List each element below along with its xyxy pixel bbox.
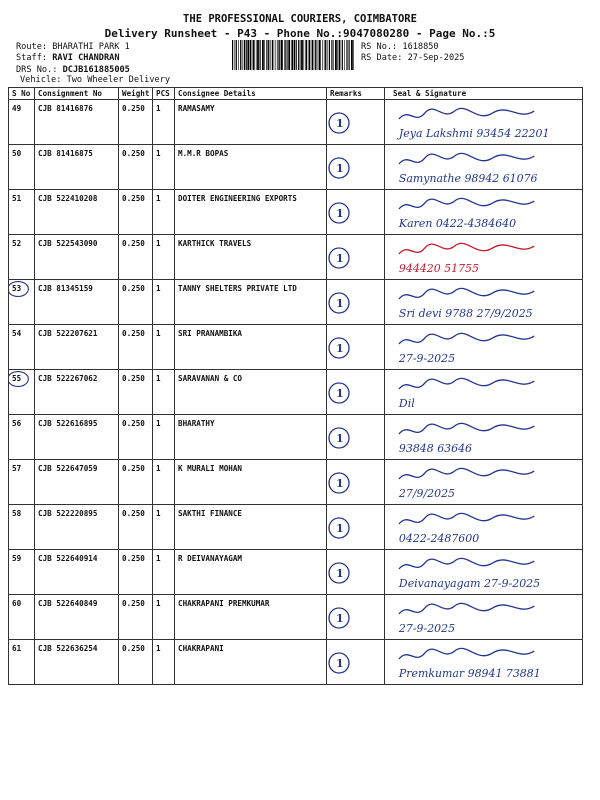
pcs-cell: 1 [153, 460, 175, 505]
table-row [9, 280, 583, 325]
sno-cell: 55 [9, 370, 35, 415]
remarks-cell [327, 460, 385, 505]
weight-cell: 0.250 [119, 190, 153, 235]
route-text: Route: BHARATHI PARK 1 [16, 42, 130, 52]
handwritten-signature [385, 415, 582, 459]
remark-mark-text: 1 [336, 297, 344, 310]
signature-cell [385, 640, 583, 685]
signature-cell [385, 325, 583, 370]
col-header-signature: Seal & Signature [385, 88, 583, 100]
tick-mark-icon [327, 511, 368, 541]
handwriting-text: 944420 51755 [398, 261, 479, 275]
pcs-cell: 1 [153, 595, 175, 640]
pen-circle-mark [9, 280, 34, 300]
handwriting-text: Karen 0422-4384640 [398, 216, 517, 230]
consignee-cell: R DEIVANAYAGAM [175, 550, 327, 595]
table-row [9, 460, 583, 505]
remarks-cell [327, 280, 385, 325]
pcs-cell: 1 [153, 370, 175, 415]
tick-mark-icon [327, 106, 368, 136]
tick-mark-icon [327, 196, 368, 226]
pcs-cell: 1 [153, 640, 175, 685]
remarks-cell [327, 505, 385, 550]
remarks-cell [327, 550, 385, 595]
remarks-cell [327, 415, 385, 460]
pcs-cell: 1 [153, 280, 175, 325]
consignment-cell: CJB 522543090 [35, 235, 119, 280]
handwritten-signature [385, 550, 582, 594]
remark-mark-text: 1 [336, 117, 344, 130]
weight-cell: 0.250 [119, 550, 153, 595]
remark-mark-text: 1 [336, 342, 344, 355]
pcs-cell: 1 [153, 325, 175, 370]
consignee-cell: BHARATHY [175, 415, 327, 460]
tick-mark-icon [327, 376, 368, 406]
remark-mark-text: 1 [336, 657, 344, 670]
pcs-cell: 1 [153, 550, 175, 595]
vehicle-text: Vehicle: Two Wheeler Delivery [20, 75, 171, 85]
consignment-cell: CJB 522616895 [35, 415, 119, 460]
consignee-cell: CHAKRAPANI PREMKUMAR [175, 595, 327, 640]
signature-cell [385, 100, 583, 145]
tick-mark-icon [327, 466, 368, 496]
remark-mark-text: 1 [336, 567, 344, 580]
col-header-sno: S No [9, 88, 35, 100]
consignment-cell: CJB 522636254 [35, 640, 119, 685]
company-title: THE PROFESSIONAL COURIERS, COIMBATORE [183, 13, 417, 25]
drs-line [16, 65, 130, 75]
handwriting-text: 93848 63646 [398, 441, 473, 455]
signature-cell [385, 550, 583, 595]
consignee-cell: SRI PRANAMBIKA [175, 325, 327, 370]
remark-mark-text: 1 [336, 432, 344, 445]
pcs-cell: 1 [153, 235, 175, 280]
runsheet-subtitle: Delivery Runsheet - P43 - Phone No.:9047080280 - Page No.:5 [104, 27, 496, 40]
handwritten-signature [385, 505, 582, 549]
consignment-cell: CJB 522640849 [35, 595, 119, 640]
table-row [9, 550, 583, 595]
sno-cell: 56 [9, 415, 35, 460]
handwriting-text: Sri devi 9788 27/9/2025 [398, 306, 533, 320]
weight-cell: 0.250 [119, 415, 153, 460]
pcs-cell: 1 [153, 145, 175, 190]
pcs-cell: 1 [153, 505, 175, 550]
remark-mark-text: 1 [336, 612, 344, 625]
col-header-consignee: Consignee Details [175, 88, 327, 100]
weight-cell: 0.250 [119, 100, 153, 145]
sno-cell: 51 [9, 190, 35, 235]
consignment-cell: CJB 522207621 [35, 325, 119, 370]
weight-cell: 0.250 [119, 640, 153, 685]
weight-cell: 0.250 [119, 145, 153, 190]
handwritten-signature [385, 190, 582, 234]
consignee-cell: K MURALI MOHAN [175, 460, 327, 505]
remarks-cell [327, 370, 385, 415]
drs-label: DRS No.: [16, 65, 58, 75]
weight-cell: 0.250 [119, 595, 153, 640]
consignment-cell: CJB 522640914 [35, 550, 119, 595]
remark-mark-text: 1 [336, 477, 344, 490]
remark-mark-text: 1 [336, 207, 344, 220]
remarks-cell [327, 190, 385, 235]
pen-circle-mark [9, 370, 34, 390]
tick-mark-icon [327, 241, 368, 271]
remark-mark-text: 1 [336, 252, 344, 265]
tick-mark-icon [327, 421, 368, 451]
handwriting-text: Samynathe 98942 61076 [398, 171, 538, 185]
sno-cell: 49 [9, 100, 35, 145]
remark-mark-text: 1 [336, 387, 344, 400]
handwritten-signature [385, 280, 582, 324]
table-row [9, 370, 583, 415]
table-row [9, 145, 583, 190]
drs-number: DCJB161885005 [62, 65, 130, 75]
consignment-cell: CJB 522220895 [35, 505, 119, 550]
handwritten-signature [385, 145, 582, 189]
consignment-cell: CJB 81416876 [35, 100, 119, 145]
consignment-cell: CJB 81345159 [35, 280, 119, 325]
handwriting-text: 0422-2487600 [398, 531, 480, 545]
col-header-weight: Weight [119, 88, 153, 100]
handwriting-text: Dil [398, 396, 415, 410]
tick-mark-icon [327, 151, 368, 181]
consignee-cell: SAKTHI FINANCE [175, 505, 327, 550]
tick-mark-icon [327, 286, 368, 316]
pcs-cell: 1 [153, 190, 175, 235]
sno-cell: 50 [9, 145, 35, 190]
consignee-cell: DOITER ENGINEERING EXPORTS [175, 190, 327, 235]
table-row [9, 640, 583, 685]
staff-label: Staff: [16, 53, 48, 63]
consignee-cell: SARAVANAN & CO [175, 370, 327, 415]
signature-cell [385, 235, 583, 280]
table-row [9, 325, 583, 370]
pcs-cell: 1 [153, 100, 175, 145]
remarks-cell [327, 100, 385, 145]
handwritten-signature [385, 100, 582, 144]
signature-cell [385, 280, 583, 325]
handwriting-text: Jeya Lakshmi 93454 22201 [398, 126, 550, 140]
handwriting-text: 27-9-2025 [398, 351, 456, 365]
sno-cell: 58 [9, 505, 35, 550]
table-row [9, 190, 583, 235]
signature-cell [385, 370, 583, 415]
handwritten-signature [385, 595, 582, 639]
weight-cell: 0.250 [119, 505, 153, 550]
consignee-cell: KARTHICK TRAVELS [175, 235, 327, 280]
signature-cell [385, 190, 583, 235]
consignee-cell: TANNY SHELTERS PRIVATE LTD [175, 280, 327, 325]
col-header-remarks: Remarks [327, 88, 385, 100]
consignee-cell: M.M.R BOPAS [175, 145, 327, 190]
col-header-pcs: PCS [153, 88, 175, 100]
col-header-consignment: Consignment No [35, 88, 119, 100]
handwritten-signature [385, 325, 582, 369]
tick-mark-icon [327, 601, 368, 631]
handwriting-text: 27-9-2025 [398, 621, 456, 635]
sno-cell: 59 [9, 550, 35, 595]
consignee-cell: CHAKRAPANI [175, 640, 327, 685]
rs-number: RS No.: 1618850 [361, 42, 439, 52]
table-row [9, 595, 583, 640]
table-row [9, 235, 583, 280]
signature-cell [385, 415, 583, 460]
remarks-cell [327, 595, 385, 640]
runsheet-table [8, 87, 583, 685]
remarks-cell [327, 325, 385, 370]
consignment-cell: CJB 81416875 [35, 145, 119, 190]
weight-cell: 0.250 [119, 235, 153, 280]
remarks-cell [327, 235, 385, 280]
consignment-cell: CJB 522410208 [35, 190, 119, 235]
table-row [9, 415, 583, 460]
staff-name: RAVI CHANDRAN [52, 53, 120, 63]
sno-cell: 57 [9, 460, 35, 505]
staff-line [16, 53, 120, 63]
handwritten-signature [385, 460, 582, 504]
weight-cell: 0.250 [119, 280, 153, 325]
barcode-image [232, 40, 354, 70]
weight-cell: 0.250 [119, 325, 153, 370]
signature-cell [385, 505, 583, 550]
rs-date: RS Date: 27-Sep-2025 [361, 53, 465, 63]
handwritten-signature [385, 235, 582, 279]
sno-cell: 61 [9, 640, 35, 685]
table-row [9, 505, 583, 550]
table-header-row [9, 88, 583, 100]
remark-mark-text: 1 [336, 162, 344, 175]
sno-cell: 53 [9, 280, 35, 325]
handwriting-text: 27/9/2025 [398, 486, 456, 500]
weight-cell: 0.250 [119, 370, 153, 415]
remark-mark-text: 1 [336, 522, 344, 535]
handwriting-text: Premkumar 98941 73881 [398, 666, 541, 680]
remarks-cell [327, 640, 385, 685]
signature-cell [385, 595, 583, 640]
tick-mark-icon [327, 331, 368, 361]
tick-mark-icon [327, 556, 368, 586]
remarks-cell [327, 145, 385, 190]
sno-cell: 60 [9, 595, 35, 640]
signature-cell [385, 145, 583, 190]
consignee-cell: RAMASAMY [175, 100, 327, 145]
weight-cell: 0.250 [119, 460, 153, 505]
sno-cell: 52 [9, 235, 35, 280]
tick-mark-icon [327, 646, 368, 676]
handwriting-text: Deivanayagam 27-9-2025 [398, 576, 541, 590]
signature-cell [385, 460, 583, 505]
handwritten-signature [385, 370, 582, 414]
handwritten-signature [385, 640, 582, 684]
consignment-cell: CJB 522647059 [35, 460, 119, 505]
sno-cell: 54 [9, 325, 35, 370]
consignment-cell: CJB 522267062 [35, 370, 119, 415]
pcs-cell: 1 [153, 415, 175, 460]
table-row [9, 100, 583, 145]
